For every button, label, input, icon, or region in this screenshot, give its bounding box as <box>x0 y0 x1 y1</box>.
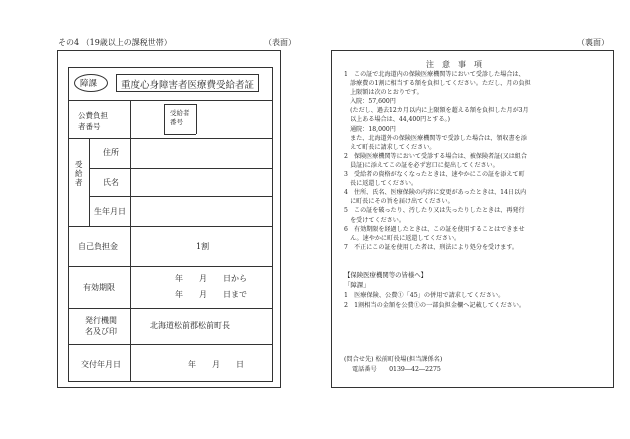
note-line: 員証)に添えてこの証を必ず窓口に提出してください。 <box>344 161 499 169</box>
contact-info: (問合せ先) 松前町役場(担当課係名) <box>344 356 443 363</box>
form-label: その4 （19歳以上の課税世帯） <box>58 38 172 47</box>
front-side-label: （表面） <box>264 38 296 47</box>
badge-text: 障課 <box>80 79 98 89</box>
provider-note: 2 1割相当の金額を公費①の一部負担金欄へ記載してください。 <box>344 302 526 309</box>
note-line: に町長にその旨を届け出てください。 <box>344 198 454 206</box>
issuer-value: 北海道松前郡松前町長 <box>150 321 230 330</box>
name-label: 氏名 <box>103 178 119 187</box>
issue-date-label: 交付年月日 <box>81 360 121 369</box>
card-title: 重度心身障害者医療費受給者証 <box>121 80 255 91</box>
note-line: 7 不正にこの証を使用した者は、刑法により処分を受けます。 <box>344 243 519 251</box>
back-side-label: （裏面） <box>577 38 609 47</box>
provider-heading: 【保険医療機関等の皆様へ】 <box>344 271 428 279</box>
note-line: 5 この証を破ったり、汚したり又は失ったりしたときは、再発行 <box>344 207 525 215</box>
notes-list <box>344 70 606 252</box>
recipient-number-label: 受給者 番号 <box>170 109 190 126</box>
note-line: 6 有効期限を経過したときは、この証を使用することはできませ <box>344 225 525 233</box>
phone-number: 電話番号 0139―42―2275 <box>352 366 441 373</box>
validity-to: 年 月 日まで <box>175 290 247 299</box>
validity-from: 年 月 日から <box>175 274 247 283</box>
note-line: (ただし、過去12カ月以内に上限額を超える額を負担した月が3月 <box>344 107 529 115</box>
note-line: 長に返還してください。 <box>344 180 418 188</box>
note-line: 4 住所、氏名、医療保険の内容に変更があったときは、14日以内 <box>344 189 527 197</box>
note-line: 以上ある場合は、44,400円とする。) <box>344 116 450 124</box>
note-line: 診療費の1割に相当する額を負担してください。ただし、月の負担 <box>344 80 531 88</box>
note-line: を受けてください。 <box>344 216 405 224</box>
note-line: 通院：18,000円 <box>344 125 396 133</box>
issue-date-value: 年 月 日 <box>188 360 244 369</box>
note-line: えて町長に請求してください。 <box>344 143 436 151</box>
note-line: 3 受給者の資格がなくなったときは、速やかにこの証を添えて町 <box>344 171 525 179</box>
payer-number-label: 公費負担 者番号 <box>78 111 108 131</box>
note-line: 1 この証で北海道内の保険医療機関等において受診した場合は、 <box>344 71 525 78</box>
address-label: 住所 <box>103 148 119 157</box>
note-line: また、北海道外の保険医療機関等で受診した場合は、領収書を添 <box>344 134 527 142</box>
copay-value: 1割 <box>196 242 210 251</box>
provider-note: 1 医療保険、公費①「45」の併用で請求してください。 <box>344 292 505 299</box>
provider-badge: 「障課」 <box>344 281 370 289</box>
dob-label: 生年月日 <box>94 207 126 216</box>
issuer-label: 発行機関 名及び印 <box>85 316 117 336</box>
note-line: 2 保険医療機関等において受診する場合は、被保険者証(又は組合 <box>344 152 527 160</box>
recipient-group-label: 受給者 <box>75 160 83 187</box>
copay-label: 自己負担金 <box>78 242 118 251</box>
notes-title: 注 意 事 項 <box>426 60 482 69</box>
note-line: 入院：57,600円 <box>344 98 396 106</box>
validity-label: 有効期限 <box>83 283 115 292</box>
note-line: ん。速やかに町長に返還してください。 <box>344 234 461 242</box>
note-line: 上限額は次のとおりです。 <box>344 89 423 97</box>
